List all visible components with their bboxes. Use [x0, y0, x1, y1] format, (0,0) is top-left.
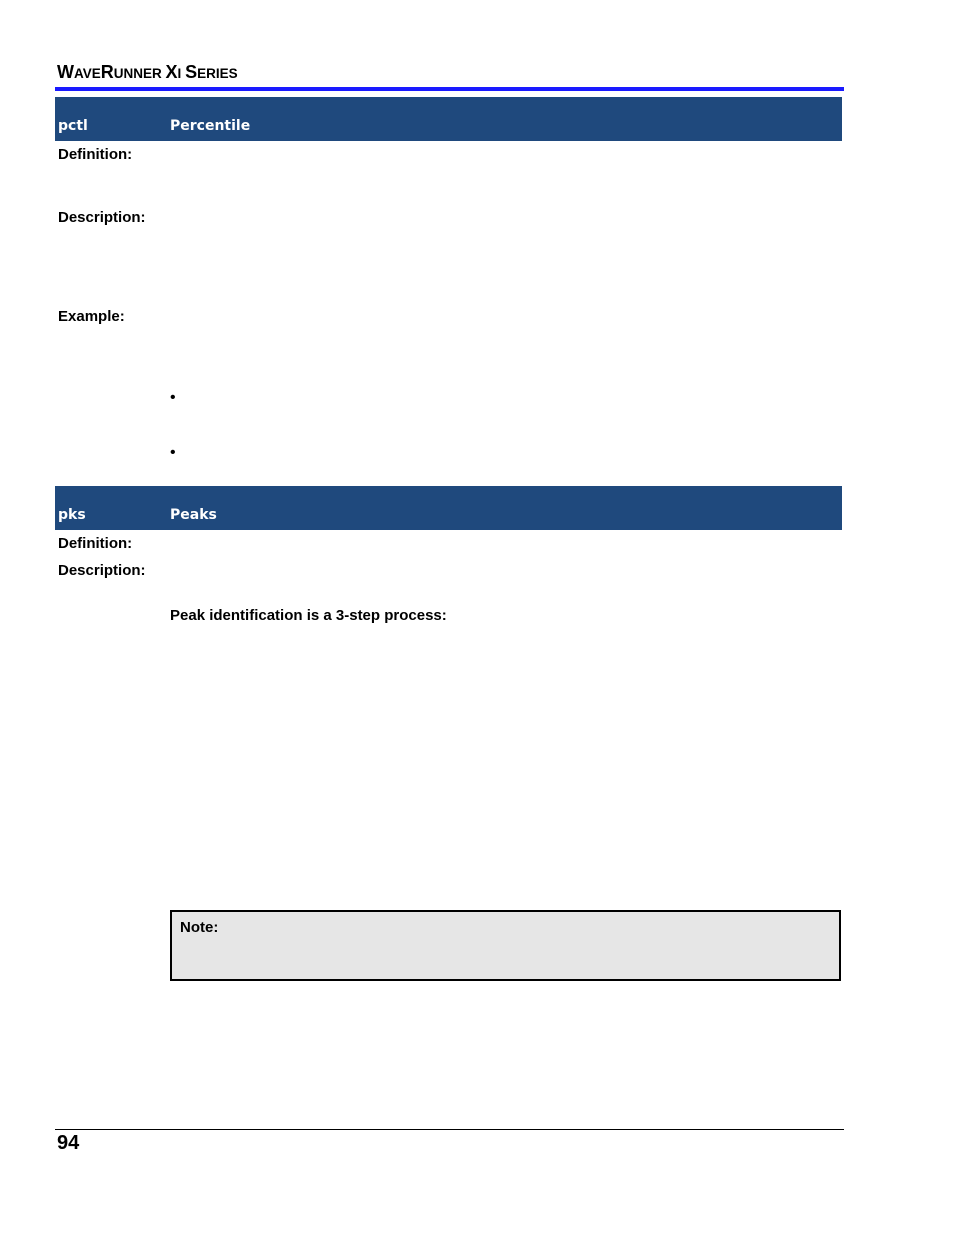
- example-label: Example:: [58, 308, 125, 325]
- header-title-smallcaps: UNNER: [113, 66, 166, 81]
- definition-label: Definition:: [58, 535, 133, 552]
- header-title-smallcaps: ERIES: [197, 66, 238, 81]
- bullet-marker: •: [170, 444, 176, 461]
- bullet-marker: •: [170, 389, 176, 406]
- section-band-pctl: [55, 97, 842, 141]
- section-band-pks: [55, 486, 842, 530]
- header-title-cap: S: [185, 62, 198, 82]
- page-number: 94: [57, 1132, 80, 1154]
- footer-rule: [55, 1129, 844, 1130]
- description-label: Description:: [58, 562, 146, 579]
- section-term: pctl: [58, 118, 88, 134]
- header-title: [57, 62, 238, 83]
- note-box: [170, 910, 841, 981]
- header-title-cap: R: [100, 62, 114, 82]
- description-label: Description:: [58, 209, 146, 226]
- process-heading: Peak identification is a 3-step process:: [170, 607, 447, 624]
- definition-label: Definition:: [58, 146, 133, 163]
- section-name: Peaks: [170, 507, 217, 523]
- note-label: Note:: [180, 919, 219, 936]
- header-title-smallcaps: AVE: [74, 66, 101, 81]
- header-title-cap: X: [165, 62, 178, 82]
- header-rule: [55, 87, 844, 91]
- section-term: pks: [58, 507, 86, 523]
- section-name: Percentile: [170, 118, 251, 134]
- header-title-cap: W: [57, 62, 74, 82]
- header-title-smallcaps: I: [177, 66, 186, 81]
